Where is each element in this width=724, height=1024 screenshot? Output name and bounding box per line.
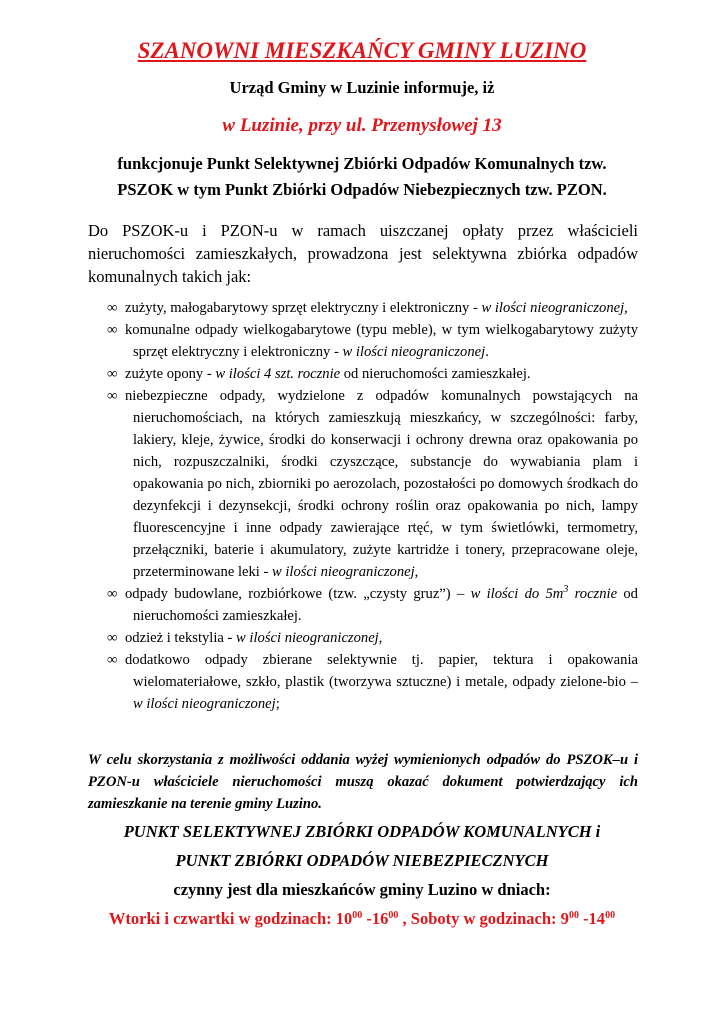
footer-line-2: PUNKT ZBIÓRKI ODPADÓW NIEBEZPIECZNYCH xyxy=(175,851,549,870)
hours-b-sup1: 00 xyxy=(568,910,579,921)
infinity-bullet-icon: ∞ xyxy=(107,322,118,338)
waste-item-suffix: , xyxy=(414,564,419,580)
waste-item-suffix: od nieruchomości zamieszkałej. xyxy=(133,586,638,624)
pszok-line-b: PSZOK w tym Punkt Zbiórki Odpadów Niebezpiecznych tzw. PZON. xyxy=(117,180,607,199)
footer-line-3: czynny jest dla mieszkańców gminy Luzino w dniach: xyxy=(173,880,551,899)
waste-item xyxy=(107,649,638,715)
waste-item-suffix: ; xyxy=(275,696,280,712)
waste-item-quantity: w ilości 4 szt. rocznie xyxy=(215,366,341,382)
waste-item-quantity: w ilości nieograniczonej xyxy=(236,630,379,646)
pszok-line-a: funkcjonuje Punkt Selektywnej Zbiórki Odpadów Komunalnych tzw. xyxy=(117,154,607,173)
waste-item-quantity: w ilości nieograniczonej xyxy=(133,696,276,712)
subtitle: Urząd Gminy w Luzinie informuje, iż xyxy=(229,78,495,97)
waste-item-suffix: , xyxy=(378,630,383,646)
waste-item-text: dodatkowo odpady zbierane selektywnie tj. papier, tektura i opakowania wielomateriałowe, szkło, plastik (tworzywa sztuczne) i metale, odpady zielone-bio – xyxy=(125,652,638,690)
footer-line-1: PUNKT SELEKTYWNEJ ZBIÓRKI ODPADÓW KOMUNALNYCH i xyxy=(123,822,601,841)
hours-b-sup2: 00 xyxy=(605,910,616,921)
infinity-bullet-icon: ∞ xyxy=(107,652,118,668)
infinity-bullet-icon: ∞ xyxy=(107,586,118,602)
infinity-bullet-icon: ∞ xyxy=(107,388,118,404)
hours-a-sup1: 00 xyxy=(352,910,363,921)
hours-b-mid: -14 xyxy=(578,909,606,928)
waste-item-suffix: od nieruchomości zamieszkałej. xyxy=(340,366,531,382)
waste-item xyxy=(107,627,638,649)
waste-item xyxy=(107,583,638,627)
location-line: w Luzinie, przy ul. Przemysłowej 13 xyxy=(222,115,502,136)
hours-a-mid: -16 xyxy=(362,909,389,928)
intro-paragraph: Do PSZOK-u i PZON-u w ramach uiszczanej opłaty przez właścicieli nieruchomości zamieszkałych, prowadzona jest selektywna zbiórka odpadów komunalnych takich jak: xyxy=(88,221,638,286)
waste-item-quantity: w ilości nieograniczonej xyxy=(271,564,415,580)
waste-item-quantity: w ilości nieograniczonej, xyxy=(481,300,628,316)
hours-a: Wtorki i czwartki w godzinach: 10 xyxy=(108,909,353,928)
unit-superscript: 3 xyxy=(563,584,569,595)
waste-list xyxy=(107,297,638,715)
waste-item-text: zużyty, małogabarytowy sprzęt elektryczny i elektroniczny - xyxy=(125,300,482,316)
residence-note: W celu skorzystania z możliwości oddania wyżej wymienionych odpadów do PSZOK–u i PZON-u właściciele nieruchomości muszą okazać dokument potwierdzający ich zamieszkanie na terenie gminy Luzino. xyxy=(88,752,638,812)
waste-item-text: odpady budowlane, rozbiórkowe (tzw. „czysty gruz”) – xyxy=(125,586,471,602)
waste-item-text: zużyte opony - xyxy=(125,366,216,382)
opening-hours xyxy=(0,909,724,929)
waste-item xyxy=(107,297,638,319)
infinity-bullet-icon: ∞ xyxy=(107,630,118,646)
document-title: SZANOWNI MIESZKAŃCY GMINY LUZINO xyxy=(137,38,587,63)
waste-item xyxy=(107,363,638,385)
hours-a-sup2: 00 xyxy=(388,910,399,921)
waste-item-text: odzież i tekstylia - xyxy=(125,630,237,646)
waste-item-suffix: . xyxy=(485,344,489,360)
waste-item xyxy=(107,385,638,583)
waste-item-text: komunalne odpady wielkogabarytowe (typu meble), w tym wielkogabarytowy zużyty sprzęt elektryczny i elektroniczny - xyxy=(125,322,638,360)
infinity-bullet-icon: ∞ xyxy=(107,300,118,316)
hours-b: , Soboty w godzinach: 9 xyxy=(398,909,569,928)
waste-item-quantity: w ilości do $5m^3$ rocznie xyxy=(470,584,618,602)
waste-item xyxy=(107,319,638,363)
waste-item-text: niebezpieczne odpady, wydzielone z odpadów komunalnych powstających na nieruchomościach, na których zamieszkują mieszkańcy, w szczególności: farby, lakiery, kleje, żywice, środki do konserwacji i ochrony drewna oraz opakowania po nich, rozpuszczalniki, środki czyszczące, substancje do wywabiania plam i opakowania po nich, zbiorniki po aerozolach, pozostałości po domowych środkach do dezynfekcji i dezynsekcji, środki ochrony roślin oraz opakowania po nich, lampy fluorescencyjne i inne odpady zawierające rtęć, w tym świetlówki, termometry, przełączniki, baterie i akumulatory, zużyte kartridże i tonery, przepracowane oleje, przeterminowane leki - xyxy=(125,388,638,580)
waste-item-quantity: w ilości nieograniczonej xyxy=(342,344,486,360)
infinity-bullet-icon: ∞ xyxy=(107,366,118,382)
